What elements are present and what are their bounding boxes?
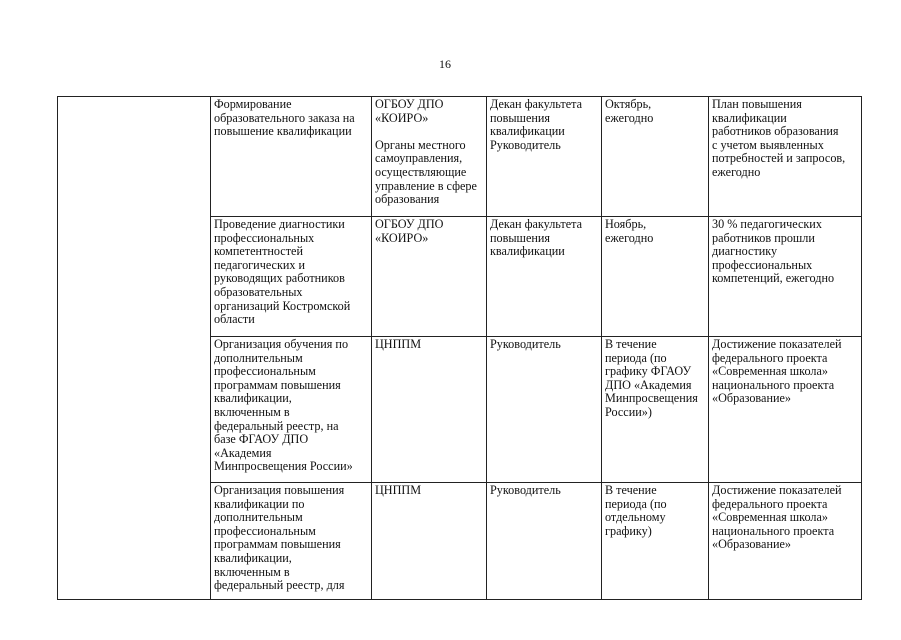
responsible-cell: Руководитель bbox=[487, 483, 602, 600]
executor-cell: ОГБОУ ДПО «КОИРО» Органы местного самоуправления, осуществляющие управление в сфере образования bbox=[372, 97, 487, 217]
result-cell: Достижение показателей федерального проекта «Современная школа» национального проекта «Образование» bbox=[709, 337, 862, 483]
result-cell: План повышения квалификации работников образования с учетом выявленных потребностей и запросов, ежегодно bbox=[709, 97, 862, 217]
responsible-cell: Декан факультета повышения квалификации bbox=[487, 217, 602, 337]
table-row bbox=[58, 97, 862, 217]
result-cell: 30 % педагогических работников прошли диагностику профессиональных компетенций, ежегодно bbox=[709, 217, 862, 337]
term-cell: Ноябрь, ежегодно bbox=[602, 217, 709, 337]
activity-cell: Проведение диагностики профессиональных компетентностей педагогических и руководящих работников образовательных организаций Костромской области bbox=[211, 217, 372, 337]
activity-cell: Организация повышения квалификации по дополнительным профессиональным программам повышения квалификации, включенным в федеральный реестр, для bbox=[211, 483, 372, 600]
term-cell: Октябрь, ежегодно bbox=[602, 97, 709, 217]
executor-cell: ЦНППМ bbox=[372, 337, 487, 483]
section-cell bbox=[58, 97, 211, 600]
executor-cell: ЦНППМ bbox=[372, 483, 487, 600]
responsible-cell: Руководитель bbox=[487, 337, 602, 483]
responsible-cell: Декан факультета повышения квалификации Руководитель bbox=[487, 97, 602, 217]
activity-cell: Организация обучения по дополнительным профессиональным программам повышения квалификации, включенным в федеральный реестр, на базе ФГАОУ ДПО «Академия Минпросвещения России» bbox=[211, 337, 372, 483]
activity-cell: Формирование образовательного заказа на повышение квалификации bbox=[211, 97, 372, 217]
result-cell: Достижение показателей федерального проекта «Современная школа» национального проекта «Образование» bbox=[709, 483, 862, 600]
term-cell: В течение периода (по отдельному графику) bbox=[602, 483, 709, 600]
page-number: 16 bbox=[439, 57, 451, 71]
executor-cell: ОГБОУ ДПО «КОИРО» bbox=[372, 217, 487, 337]
plan-table bbox=[57, 96, 862, 600]
term-cell: В течение периода (по графику ФГАОУ ДПО «Академия Минпросвещения России») bbox=[602, 337, 709, 483]
